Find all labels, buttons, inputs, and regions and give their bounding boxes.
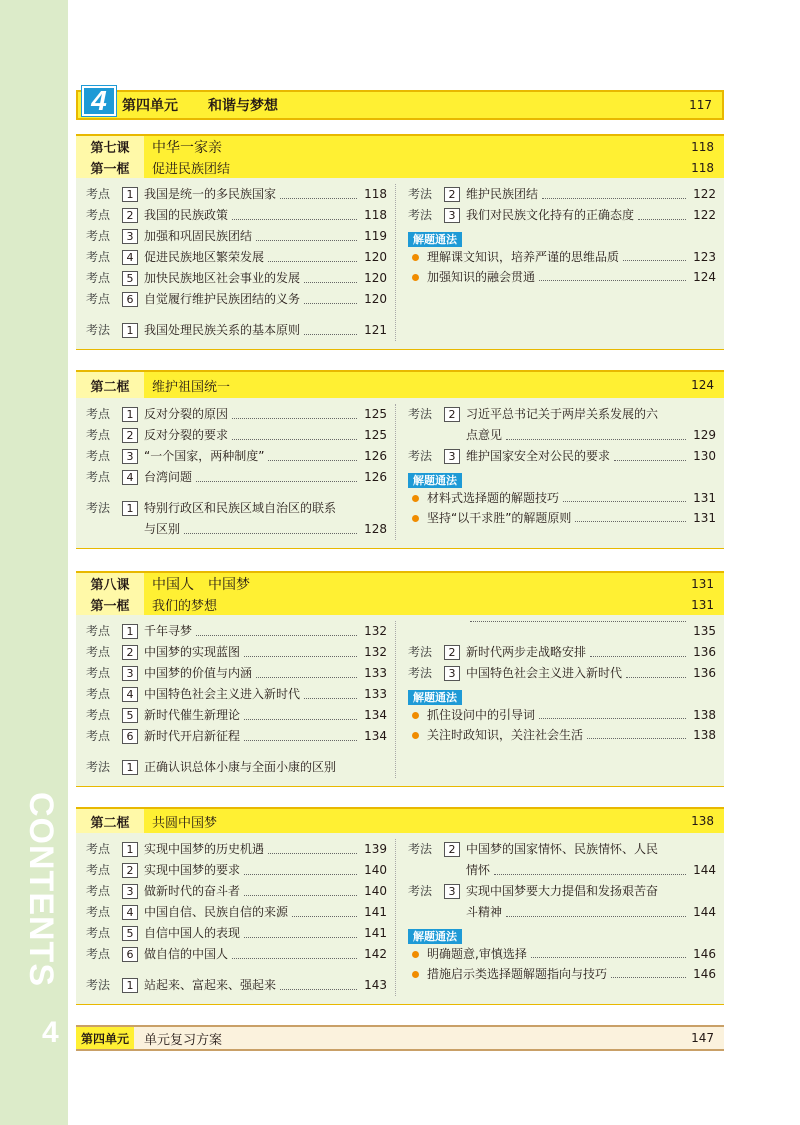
- review-label: 第四单元: [76, 1027, 134, 1049]
- lesson-header: [76, 571, 724, 615]
- entry-text: 千年寻梦: [144, 624, 193, 638]
- toc-entry[interactable]: [86, 621, 395, 642]
- entry-text: 做自信的中国人: [144, 947, 229, 961]
- entry-number: 2: [444, 407, 460, 422]
- entry-text: 台湾问题: [144, 470, 193, 484]
- entry-kind: 考法: [408, 208, 433, 222]
- toc-entry[interactable]: [86, 839, 395, 860]
- sidebar: [0, 0, 68, 1125]
- entry-page: 135: [693, 624, 716, 638]
- entry-kind: 考法: [408, 666, 433, 680]
- unit-page: 117: [689, 98, 712, 112]
- entry-kind: 考点: [86, 947, 111, 961]
- entry-page: 141: [364, 926, 387, 940]
- section-lesson8-frame1: [76, 571, 724, 787]
- toc-entry[interactable]: [408, 839, 724, 881]
- toc-entry[interactable]: [86, 446, 395, 467]
- toc-entry[interactable]: [86, 467, 395, 488]
- entry-page: 133: [364, 666, 387, 680]
- entry-kind: 考点: [86, 729, 111, 743]
- entry-number: 1: [122, 501, 138, 516]
- entry-kind: 考点: [86, 470, 111, 484]
- toc-entry[interactable]: [86, 642, 395, 663]
- entry-page: 128: [364, 522, 387, 536]
- right-column: [396, 621, 724, 778]
- entry-kind: 考法: [408, 407, 433, 421]
- entry-kind: 考点: [86, 624, 111, 638]
- tip-entry[interactable]: [408, 964, 724, 984]
- entry-page: 132: [364, 645, 387, 659]
- toc-entry[interactable]: [86, 247, 395, 268]
- entry-page: 120: [364, 271, 387, 285]
- entry-number: 3: [122, 666, 138, 681]
- entry-page: 118: [364, 208, 387, 222]
- tip-entry[interactable]: [408, 705, 724, 725]
- toc-entry-continuation[interactable]: [408, 621, 724, 642]
- toc-entry[interactable]: [86, 205, 395, 226]
- entry-text: 我国是统一的多民族国家: [144, 187, 277, 201]
- frame-label: 第二框: [90, 379, 130, 395]
- entry-kind: 考点: [86, 428, 111, 442]
- frame-label: 第一框: [90, 162, 130, 177]
- entry-number: 2: [444, 187, 460, 202]
- entry-page: 126: [364, 470, 387, 484]
- entry-page: 143: [364, 978, 387, 992]
- entry-number: 1: [122, 760, 138, 775]
- entry-kind: 考法: [408, 187, 433, 201]
- frame-label: 第一框: [90, 599, 130, 614]
- entry-text: 我们对民族文化持有的正确态度: [466, 208, 635, 222]
- tip-entry[interactable]: [408, 488, 724, 508]
- entry-text: 维护国家安全对公民的要求: [466, 449, 611, 463]
- entry-page: 129: [693, 428, 716, 442]
- bullet-dot-icon: [412, 971, 419, 978]
- entry-text: 中国梦的实现蓝图: [144, 645, 241, 659]
- frame-row[interactable]: [76, 157, 724, 178]
- frame-title: 我们的梦想: [152, 599, 218, 614]
- toc-entry[interactable]: [86, 289, 395, 310]
- entry-page: 136: [693, 645, 716, 659]
- entry-page: 136: [693, 666, 716, 680]
- entry-number: 2: [444, 645, 460, 660]
- entry-page: 144: [693, 863, 716, 877]
- entry-kind: 考点: [86, 926, 111, 940]
- section-body: [76, 398, 724, 548]
- tip-entry[interactable]: [408, 508, 724, 528]
- left-column: [76, 621, 396, 778]
- frame-row[interactable]: [76, 372, 724, 398]
- toc-entry[interactable]: [86, 684, 395, 705]
- entry-number: 6: [122, 729, 138, 744]
- entry-page: 122: [693, 187, 716, 201]
- tip-text: 抓住设问中的引导词: [427, 708, 536, 722]
- entry-text: 我国的民族政策: [144, 208, 229, 222]
- toc-entry[interactable]: [86, 320, 395, 341]
- toc-entry[interactable]: [86, 860, 395, 881]
- toc-entry[interactable]: [408, 205, 724, 226]
- entry-number: 2: [122, 645, 138, 660]
- toc-entry[interactable]: [408, 404, 724, 446]
- tip-entry[interactable]: [408, 247, 724, 267]
- entry-text: 新时代两步走战略安排: [466, 645, 587, 659]
- entry-text: 正确认识总体小康与全面小康的区别: [144, 760, 337, 774]
- entry-text: “一个国家，两种制度”: [144, 449, 265, 463]
- frame-label: 第二框: [90, 815, 130, 831]
- entry-number: 2: [122, 428, 138, 443]
- tip-page: 146: [693, 967, 716, 981]
- toc-entry[interactable]: [408, 881, 724, 923]
- entry-kind: 考点: [86, 708, 111, 722]
- tips-tag: 解题通法: [408, 473, 462, 488]
- tip-page: 138: [693, 728, 716, 742]
- frame-page: 118: [691, 160, 714, 175]
- entry-page: 144: [693, 905, 716, 919]
- lesson-label: 第八课: [90, 578, 130, 593]
- entry-page: 134: [364, 708, 387, 722]
- right-column: [396, 404, 724, 540]
- entry-number: 4: [122, 905, 138, 920]
- entry-kind: 考点: [86, 905, 111, 919]
- unit-title: 和谐与梦想: [208, 98, 278, 114]
- frame-row[interactable]: [76, 809, 724, 833]
- lesson-row[interactable]: [76, 136, 724, 157]
- section-body: [76, 178, 724, 349]
- entry-text: 习近平总书记关于两岸关系发展的六: [466, 407, 659, 421]
- frame-page: 124: [691, 378, 714, 392]
- entry-text: 自信中国人的表现: [144, 926, 241, 940]
- entry-page: 119: [364, 229, 387, 243]
- lesson-page: 131: [691, 576, 714, 591]
- entry-text: 反对分裂的要求: [144, 428, 229, 442]
- entry-number: 3: [444, 208, 460, 223]
- entry-kind: 考点: [86, 687, 111, 701]
- review-title: 单元复习方案: [144, 1032, 223, 1048]
- tip-page: 123: [693, 250, 716, 264]
- entry-number: 3: [444, 449, 460, 464]
- section-lesson7-frame2: [76, 370, 724, 549]
- toc-entry[interactable]: [408, 642, 724, 663]
- entry-kind: 考法: [408, 449, 433, 463]
- toc-entry[interactable]: [86, 923, 395, 944]
- tip-text: 加强知识的融会贯通: [427, 270, 536, 284]
- entry-kind: 考点: [86, 666, 111, 680]
- entry-kind: 考法: [408, 884, 433, 898]
- unit-number-badge: 4: [82, 86, 116, 116]
- toc-entry[interactable]: [86, 944, 395, 965]
- section-lesson8-frame2: [76, 807, 724, 1005]
- entry-kind: 考点: [86, 292, 111, 306]
- toc-entry[interactable]: [86, 226, 395, 247]
- frame-title: 促进民族团结: [152, 162, 231, 177]
- entry-page: 139: [364, 842, 387, 856]
- entry-kind: 考点: [86, 842, 111, 856]
- entry-number: 6: [122, 292, 138, 307]
- entry-number: 3: [444, 666, 460, 681]
- entry-page: 142: [364, 947, 387, 961]
- entry-text: 中国梦的价值与内涵: [144, 666, 253, 680]
- entry-kind: 考点: [86, 229, 111, 243]
- toc-entry[interactable]: [86, 726, 395, 747]
- entry-page: 120: [364, 292, 387, 306]
- entry-page: 132: [364, 624, 387, 638]
- toc-entry[interactable]: [86, 404, 395, 425]
- entry-number: 1: [122, 842, 138, 857]
- entry-text: 特别行政区和民族区域自治区的联系: [144, 501, 337, 515]
- bullet-dot-icon: [412, 515, 419, 522]
- tips-tag: 解题通法: [408, 232, 462, 247]
- entry-number: 2: [122, 863, 138, 878]
- entry-number: 5: [122, 926, 138, 941]
- lesson-row[interactable]: [76, 573, 724, 594]
- entry-page: 122: [693, 208, 716, 222]
- bullet-dot-icon: [412, 712, 419, 719]
- entry-text: 中国特色社会主义进入新时代: [144, 687, 301, 701]
- toc-entry[interactable]: [86, 268, 395, 289]
- lesson-header: [76, 370, 724, 398]
- toc-entry[interactable]: [86, 975, 395, 996]
- entry-number: 3: [122, 229, 138, 244]
- tip-entry[interactable]: [408, 267, 724, 287]
- entry-number: 4: [122, 470, 138, 485]
- bullet-dot-icon: [412, 495, 419, 502]
- entry-text: 站起来、富起来、强起来: [144, 978, 277, 992]
- tip-page: 131: [693, 511, 716, 525]
- entry-kind: 考点: [86, 271, 111, 285]
- entry-text: 加强和巩固民族团结: [144, 229, 253, 243]
- toc-entry[interactable]: [408, 446, 724, 467]
- entry-kind: 考法: [86, 760, 111, 774]
- section-body: [76, 833, 724, 1004]
- toc-entry[interactable]: [86, 425, 395, 446]
- section-body: [76, 615, 724, 786]
- entry-kind: 考法: [86, 501, 111, 515]
- toc-entry[interactable]: [86, 881, 395, 902]
- entry-kind: 考点: [86, 407, 111, 421]
- tip-text: 材料式选择题的解题技巧: [427, 491, 560, 505]
- entry-number: 1: [122, 323, 138, 338]
- entry-number: 5: [122, 708, 138, 723]
- entry-number: 6: [122, 947, 138, 962]
- toc-entry[interactable]: [86, 757, 395, 778]
- entry-text: 中国特色社会主义进入新时代: [466, 666, 623, 680]
- sidebar-number: 4: [42, 1016, 59, 1049]
- right-column: [396, 839, 724, 996]
- entry-kind: 考点: [86, 863, 111, 877]
- lesson-header: [76, 807, 724, 833]
- tip-page: 146: [693, 947, 716, 961]
- entry-text: 新时代催生新理论: [144, 708, 241, 722]
- entry-number: 1: [122, 407, 138, 422]
- entry-page: 126: [364, 449, 387, 463]
- tip-entry[interactable]: [408, 725, 724, 745]
- entry-page: 133: [364, 687, 387, 701]
- entry-page: 118: [364, 187, 387, 201]
- lesson-title: 中国人 中国梦: [152, 576, 250, 593]
- entry-text: 加快民族地区社会事业的发展: [144, 271, 301, 285]
- bullet-dot-icon: [412, 274, 419, 281]
- lesson-page: 118: [691, 139, 714, 154]
- entry-text: 我国处理民族关系的基本原则: [144, 323, 301, 337]
- entry-text: 促进民族地区繁荣发展: [144, 250, 265, 264]
- frame-title: 共圆中国梦: [152, 815, 218, 831]
- entry-text: 自觉履行维护民族团结的义务: [144, 292, 301, 306]
- tip-text: 关注时政知识，关注社会生活: [427, 728, 584, 742]
- entry-number: 2: [122, 208, 138, 223]
- entry-kind: 考点: [86, 250, 111, 264]
- toc-entry[interactable]: [86, 902, 395, 923]
- entry-page: 140: [364, 884, 387, 898]
- entry-number: 1: [122, 187, 138, 202]
- entry-kind: 考点: [86, 645, 111, 659]
- toc-entry[interactable]: [86, 498, 395, 540]
- entry-kind: 考点: [86, 187, 111, 201]
- entry-text-continued: 点意见: [466, 428, 503, 442]
- frame-row[interactable]: [76, 594, 724, 615]
- frame-title: 维护祖国统一: [152, 379, 231, 395]
- entry-kind: 考法: [408, 842, 433, 856]
- entry-kind: 考点: [86, 449, 111, 463]
- tip-page: 138: [693, 708, 716, 722]
- sidebar-contents-text: CONTENTS: [22, 792, 60, 987]
- entry-text: 反对分裂的原因: [144, 407, 229, 421]
- entry-number: 4: [122, 687, 138, 702]
- section-lesson7-frame1: [76, 134, 724, 350]
- lesson-title: 中华一家亲: [152, 139, 222, 156]
- tips-tag: 解题通法: [408, 690, 462, 705]
- entry-text-continued: 情怀: [466, 863, 491, 877]
- entry-page: 125: [364, 407, 387, 421]
- entry-number: 2: [444, 842, 460, 857]
- review-page: 147: [691, 1031, 714, 1045]
- unit-label: 第四单元: [122, 98, 178, 114]
- entry-page: 141: [364, 905, 387, 919]
- entry-text: 维护民族团结: [466, 187, 539, 201]
- entry-text: 实现中国梦的要求: [144, 863, 241, 877]
- tip-entry[interactable]: [408, 944, 724, 964]
- entry-text: 实现中国梦要大力提倡和发扬艰苦奋: [466, 884, 659, 898]
- entry-number: 1: [122, 978, 138, 993]
- entry-kind: 考点: [86, 208, 111, 222]
- frame-page: 131: [691, 597, 714, 612]
- tips-tag: 解题通法: [408, 929, 462, 944]
- toc-entry[interactable]: [408, 184, 724, 205]
- entry-text: 中国梦的国家情怀、民族情怀、人民: [466, 842, 659, 856]
- entry-text: 新时代开启新征程: [144, 729, 241, 743]
- tip-text: 明确题意,审慎选择: [427, 947, 527, 961]
- entry-text-continued: 斗精神: [466, 905, 503, 919]
- tip-text: 坚持“以干求胜”的解题原则: [427, 511, 572, 525]
- toc-entry[interactable]: [86, 184, 395, 205]
- left-column: [76, 404, 396, 540]
- entry-text: 中国自信、民族自信的来源: [144, 905, 289, 919]
- entry-kind: 考法: [86, 323, 111, 337]
- entry-page: 140: [364, 863, 387, 877]
- bullet-dot-icon: [412, 732, 419, 739]
- toc-entry[interactable]: [86, 705, 395, 726]
- entry-number: 3: [122, 449, 138, 464]
- entry-page: 121: [364, 323, 387, 337]
- entry-kind: 考法: [408, 645, 433, 659]
- unit-header[interactable]: [76, 85, 724, 120]
- tip-text: 理解课文知识，培养严谨的思维品质: [427, 250, 620, 264]
- left-column: [76, 184, 396, 341]
- toc-entry[interactable]: [408, 663, 724, 684]
- bullet-dot-icon: [412, 951, 419, 958]
- entry-page: 130: [693, 449, 716, 463]
- entry-number: 4: [122, 250, 138, 265]
- lesson-header: [76, 134, 724, 178]
- tip-page: 131: [693, 491, 716, 505]
- entry-number: 3: [122, 884, 138, 899]
- frame-page: 138: [691, 814, 714, 828]
- lesson-label: 第七课: [90, 141, 130, 156]
- tip-page: 124: [693, 270, 716, 284]
- toc-entry[interactable]: [86, 663, 395, 684]
- entry-page: 120: [364, 250, 387, 264]
- tip-text: 措施启示类选择题解题指向与技巧: [427, 967, 608, 981]
- right-column: [396, 184, 724, 341]
- unit-review-row[interactable]: [76, 1025, 724, 1051]
- entry-text: 实现中国梦的历史机遇: [144, 842, 265, 856]
- left-column: [76, 839, 396, 996]
- entry-text: 做新时代的奋斗者: [144, 884, 241, 898]
- entry-number: 1: [122, 624, 138, 639]
- bullet-dot-icon: [412, 254, 419, 261]
- entry-page: 125: [364, 428, 387, 442]
- entry-page: 134: [364, 729, 387, 743]
- entry-number: 3: [444, 884, 460, 899]
- entry-number: 5: [122, 271, 138, 286]
- toc-page: [76, 85, 724, 1051]
- entry-kind: 考法: [86, 978, 111, 992]
- entry-text-continued: 与区别: [144, 522, 181, 536]
- entry-kind: 考点: [86, 884, 111, 898]
